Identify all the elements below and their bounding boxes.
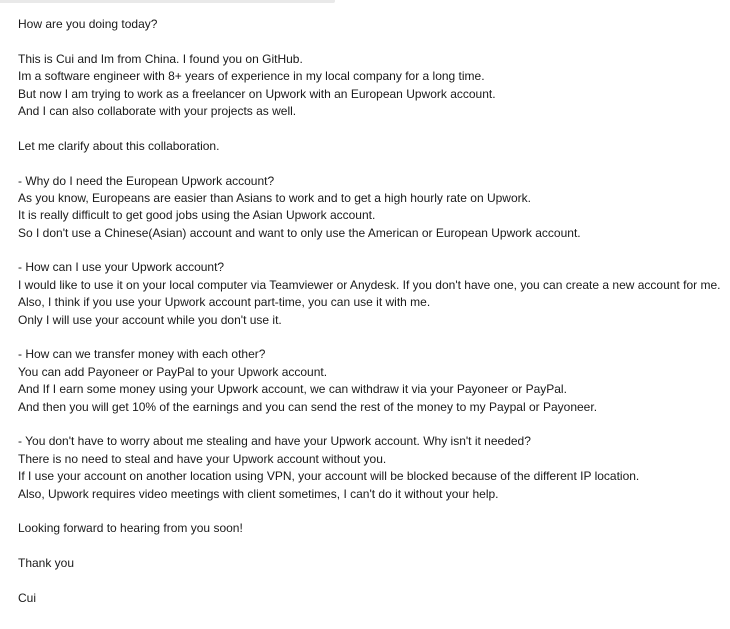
signature xyxy=(18,590,723,607)
money-transfer-paragraph xyxy=(18,346,723,416)
paragraph-gap xyxy=(18,573,723,590)
question-line: - You don't have to worry about me stealing and have your Upwork account. Why isn't it needed? xyxy=(18,434,531,449)
paragraph-gap xyxy=(18,242,723,259)
email-body xyxy=(18,16,723,607)
thanks-paragraph xyxy=(18,555,723,572)
signature-name: Cui xyxy=(18,590,37,605)
no-worry-paragraph xyxy=(18,433,723,503)
intro-paragraph xyxy=(18,51,723,121)
text-line: This is Cui and Im from China. I found you on GitHub. xyxy=(18,51,303,66)
text-line: Also, Upwork requires video meetings with client sometimes, I can't do it without your help. xyxy=(18,486,499,501)
closing-paragraph xyxy=(18,520,723,537)
text-line: Thank you xyxy=(18,556,75,571)
clarify-paragraph xyxy=(18,138,723,155)
top-edge-divider xyxy=(0,0,335,3)
text-line: There is no need to steal and have your Upwork account without you. xyxy=(18,451,387,466)
text-line: Im a software engineer with 8+ years of experience in my local company for a long time. xyxy=(18,69,485,84)
text-line: And then you will get 10% of the earnings and you can send the rest of the money to my Paypal or Payoneer. xyxy=(18,399,598,414)
question-line: - How can we transfer money with each other? xyxy=(18,347,266,362)
text-line: If I use your account on another location using VPN, your account will be blocked because of the different IP location. xyxy=(18,469,640,484)
text-line: As you know, Europeans are easier than Asians to work and to get a high hourly rate on Upwork. xyxy=(18,190,531,205)
text-line: Looking forward to hearing from you soon! xyxy=(18,521,243,536)
paragraph-gap xyxy=(18,538,723,555)
paragraph-gap xyxy=(18,503,723,520)
how-use-paragraph xyxy=(18,259,723,329)
text-line: Let me clarify about this collaboration. xyxy=(18,138,220,153)
text-line: Also, I think if you use your Upwork account part-time, you can use it with me. xyxy=(18,295,431,310)
paragraph-gap xyxy=(18,120,723,137)
question-line: - Why do I need the European Upwork account? xyxy=(18,173,275,188)
text-line: So I don't use a Chinese(Asian) account and want to only use the American or European Upwork account. xyxy=(18,225,581,240)
paragraph-gap xyxy=(18,155,723,172)
paragraph-gap xyxy=(18,416,723,433)
paragraph-gap xyxy=(18,329,723,346)
text-line: It is really difficult to get good jobs using the Asian Upwork account. xyxy=(18,208,376,223)
text-line: You can add Payoneer or PayPal to your Upwork account. xyxy=(18,364,328,379)
text-line: Only I will use your account while you don't use it. xyxy=(18,312,282,327)
text-line: But now I am trying to work as a freelancer on Upwork with an European Upwork account. xyxy=(18,86,496,101)
text-line: I would like to use it on your local computer via Teamviewer or Anydesk. If you don't have one, you can create a new account for me. xyxy=(18,277,721,292)
greeting-line: How are you doing today? xyxy=(18,17,158,31)
paragraph-gap xyxy=(18,33,723,50)
question-line: - How can I use your Upwork account? xyxy=(18,260,225,275)
why-european-paragraph xyxy=(18,173,723,243)
text-line: And If I earn some money using your Upwork account, we can withdraw it via your Payoneer or PayPal. xyxy=(18,382,567,397)
text-line: And I can also collaborate with your projects as well. xyxy=(18,103,297,118)
